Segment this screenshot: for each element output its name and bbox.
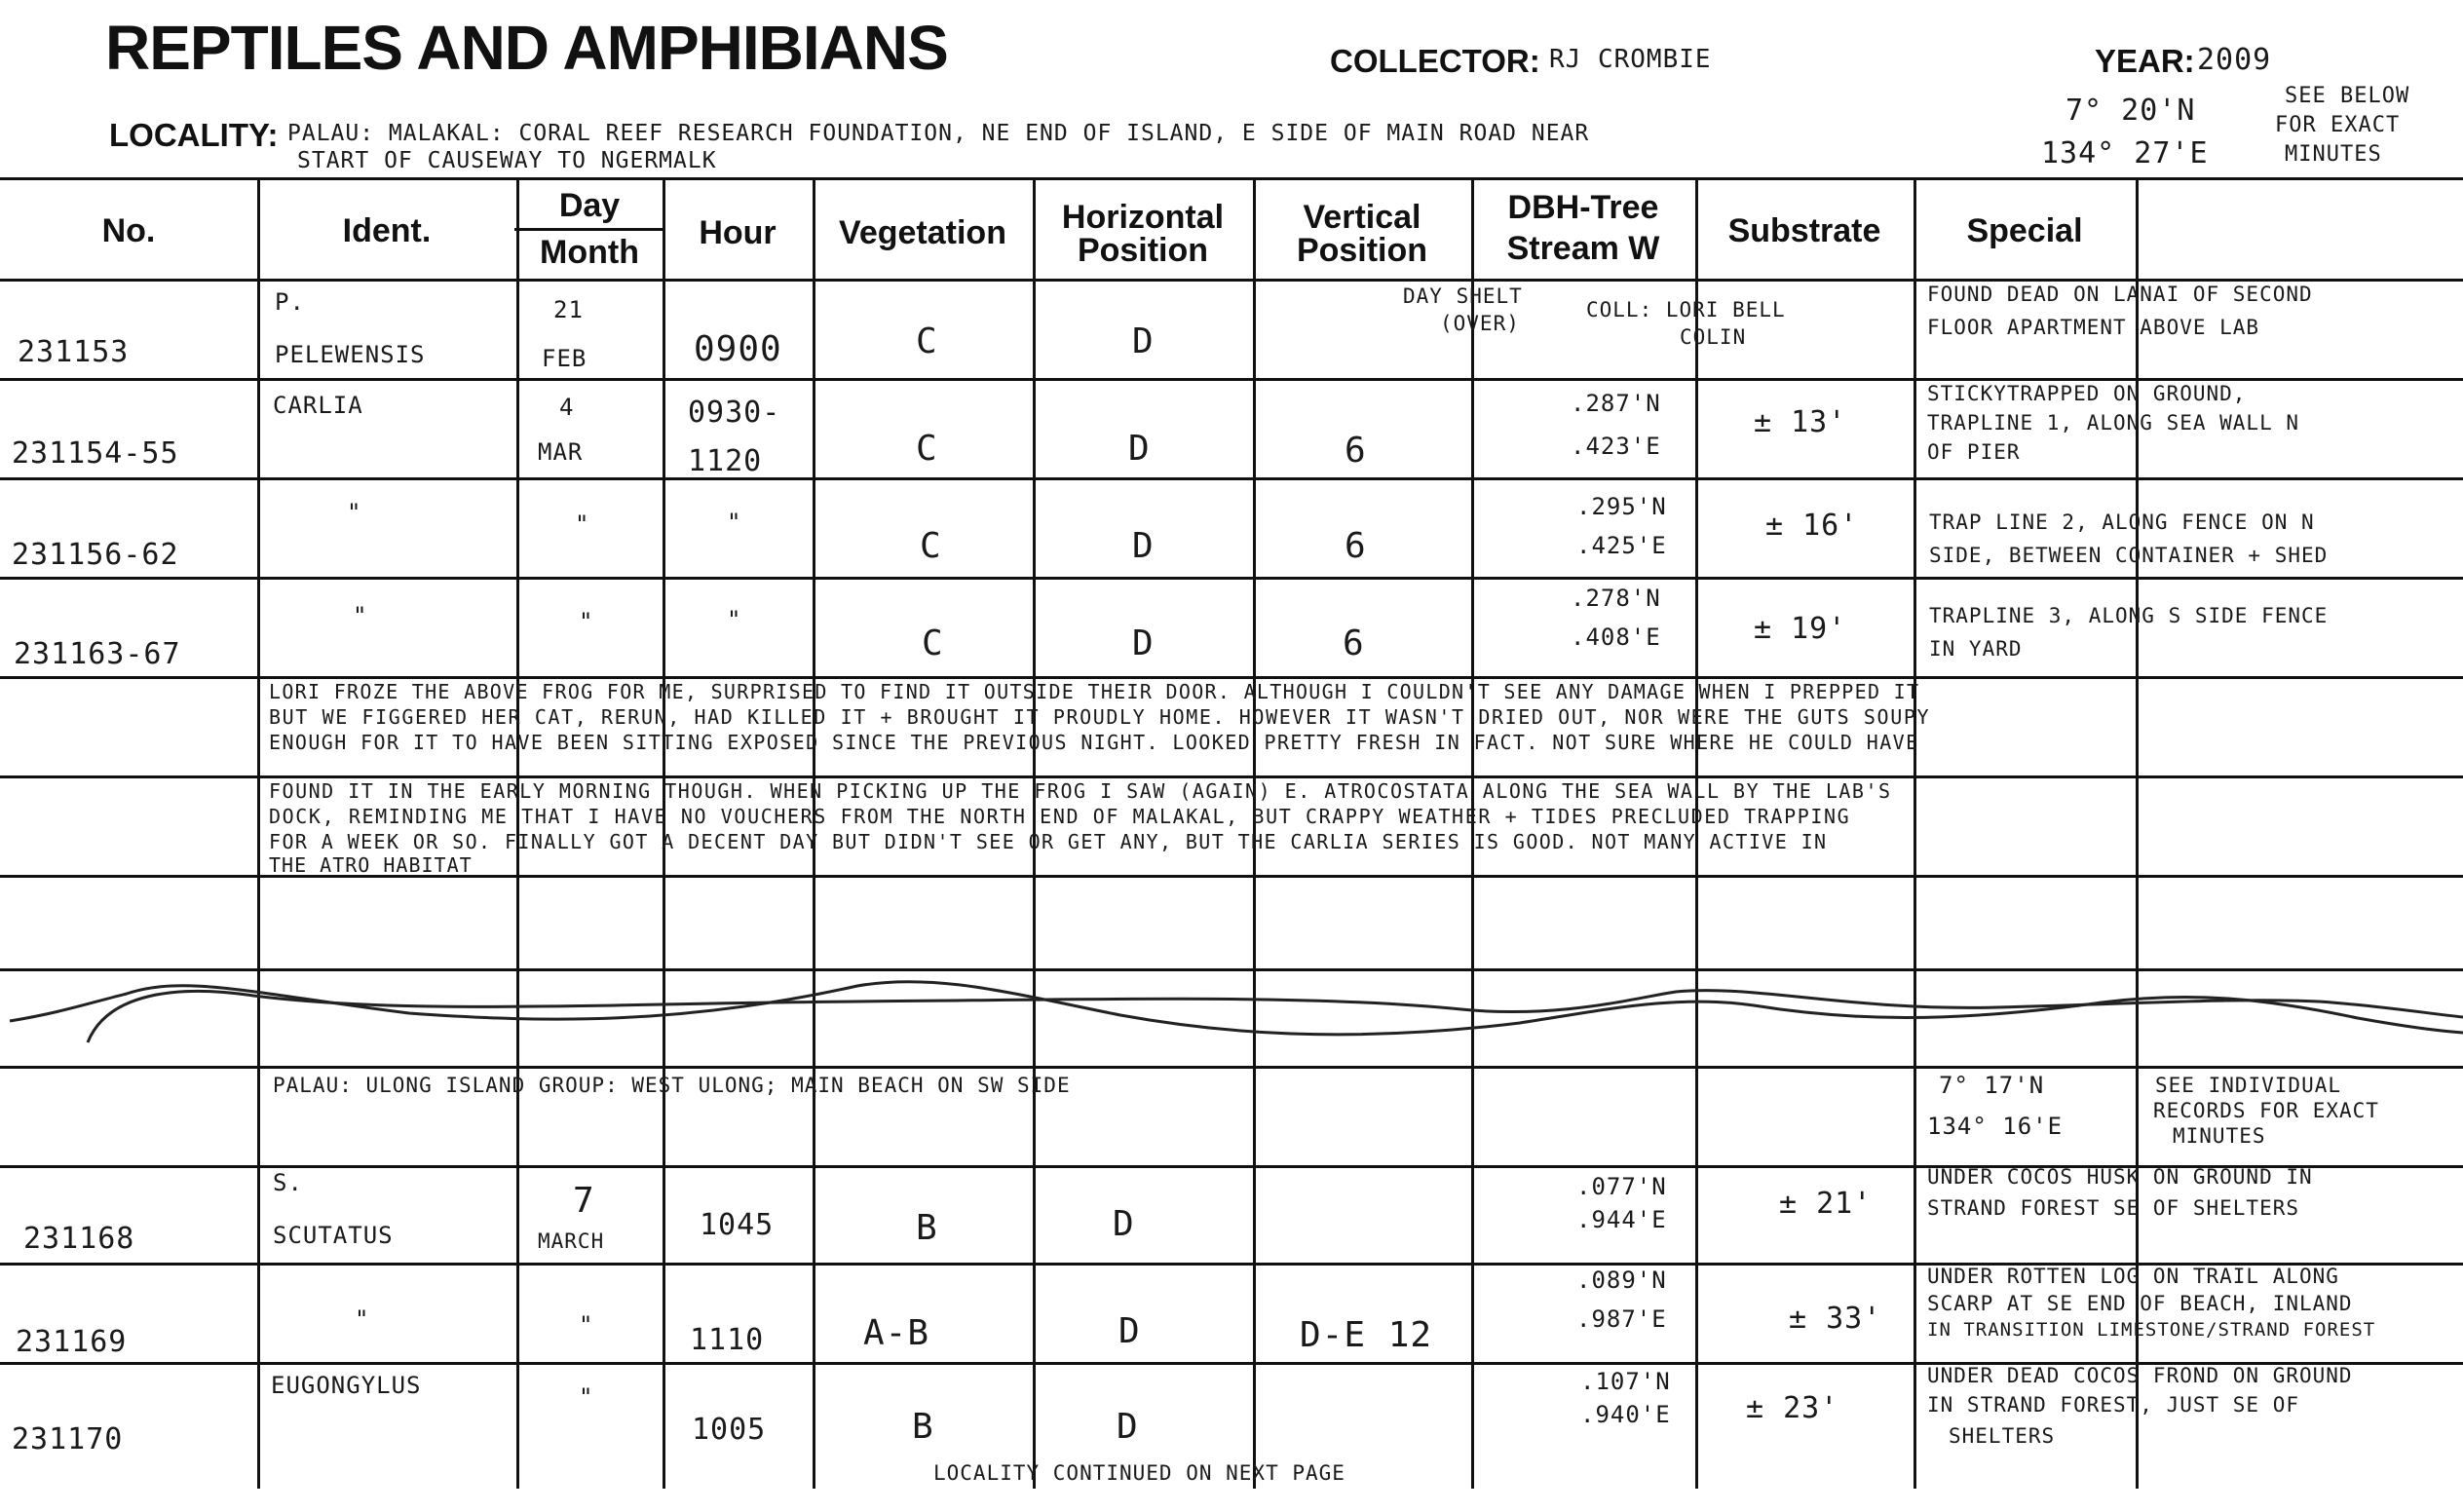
locality-line2: START OF CAUSEWAY TO NGERMALK xyxy=(297,148,717,173)
record-hour: " xyxy=(727,509,742,536)
column-header-month: Month xyxy=(540,234,639,271)
record-collector: COLL: LORI BELL xyxy=(1586,298,1786,321)
record-hour: 1045 xyxy=(700,1208,775,1242)
record-month: MARCH xyxy=(538,1229,605,1253)
record-special-2: SCARP AT SE END OF BEACH, INLAND xyxy=(1927,1292,2353,1315)
locality-2: PALAU: ULONG ISLAND GROUP: WEST ULONG; MAIN BEACH ON SW SIDE xyxy=(273,1074,1071,1097)
record-vegetation: C xyxy=(916,321,938,361)
record-day: 7 xyxy=(573,1181,595,1221)
field-note-line: FOUND IT IN THE EARLY MORNING THOUGH. WHEN PICKING UP THE FROG I SAW (AGAIN) E. ATROCOSTATA ALONG THE SEA WALL BY THE LAB'S xyxy=(269,779,1892,803)
record-longitude: .408'E xyxy=(1571,624,1661,651)
record-latitude: .077'N xyxy=(1576,1173,1667,1200)
column-header-stream: Stream W xyxy=(1506,230,1660,267)
see-below-line2: FOR EXACT xyxy=(2275,113,2401,137)
record-hour: 0900 xyxy=(694,329,782,369)
record-hour: 0930- xyxy=(688,396,781,430)
record-special: TRAPLINE 3, ALONG S SIDE FENCE xyxy=(1929,604,2329,627)
rule-row4 xyxy=(0,676,2463,679)
column-header-vertical: Vertical xyxy=(1303,199,1421,236)
rule-row1 xyxy=(0,378,2463,381)
record-ident: P. xyxy=(275,288,305,316)
rule-day-month xyxy=(514,228,663,231)
record-ident: CARLIA xyxy=(273,392,363,419)
record-hour: 1005 xyxy=(692,1413,767,1447)
record-substrate: ± 33' xyxy=(1789,1302,1882,1336)
record-longitude: .987'E xyxy=(1576,1305,1667,1333)
record-special: UNDER ROTTEN LOG ON TRAIL ALONG xyxy=(1927,1265,2339,1288)
header-longitude: 134° 27'E xyxy=(2041,136,2209,170)
record-horizontal-position: D xyxy=(1118,1311,1141,1351)
field-note-line: DOCK, REMINDING ME THAT I HAVE NO VOUCHERS FROM THE NORTH END OF MALAKAL, BUT CRAPPY WEATHER + TIDES PRECLUDED TRAPPING xyxy=(269,805,1851,828)
record-special: STICKYTRAPPED ON GROUND, xyxy=(1927,382,2247,405)
record-horizontal-position: D xyxy=(1113,1204,1135,1244)
record-special: UNDER DEAD COCOS FROND ON GROUND xyxy=(1927,1364,2353,1387)
record-ident: EUGONGYLUS xyxy=(271,1372,422,1399)
record-latitude: .278'N xyxy=(1571,585,1661,612)
record-vegetation: C xyxy=(920,526,942,566)
column-header-day: Day xyxy=(558,187,621,224)
rule-header-bottom xyxy=(0,279,2463,282)
locality-2-latitude: 7° 17'N xyxy=(1939,1072,2045,1099)
record-vegetation: C xyxy=(916,429,938,469)
record-substrate: ± 16' xyxy=(1765,509,1859,543)
column-header-vertical-2: Position xyxy=(1296,232,1428,269)
record-special-2: SIDE, BETWEEN CONTAINER + SHED xyxy=(1929,544,2329,567)
record-day: " xyxy=(575,510,590,538)
record-special: FOUND DEAD ON LANAI OF SECOND xyxy=(1927,283,2313,306)
record-note: DAY SHELT xyxy=(1403,284,1523,308)
collector-label: COLLECTOR: xyxy=(1330,43,1540,79)
record-vegetation: B xyxy=(916,1208,938,1248)
column-header-hour: Hour xyxy=(699,214,777,251)
rule-top xyxy=(0,177,2463,180)
record-horizontal-position: D xyxy=(1117,1407,1139,1447)
record-special-2: FLOOR APARTMENT ABOVE LAB xyxy=(1927,316,2260,339)
record-number: 231156-62 xyxy=(12,538,179,572)
record-horizontal-position: D xyxy=(1132,526,1155,566)
record-number: 231168 xyxy=(23,1222,135,1256)
column-header-no: No. xyxy=(101,212,156,249)
record-special-2: IN STRAND FOREST, JUST SE OF xyxy=(1927,1393,2300,1417)
record-horizontal-position: D xyxy=(1132,624,1155,663)
record-longitude: .944'E xyxy=(1576,1206,1667,1233)
record-latitude: .295'N xyxy=(1576,493,1667,520)
field-note-line: THE ATRO HABITAT xyxy=(269,853,473,877)
record-vertical-position: 6 xyxy=(1345,526,1367,566)
record-ident: " xyxy=(353,602,368,629)
column-header-horizontal: Horizontal xyxy=(1061,199,1225,236)
record-horizontal-position: D xyxy=(1132,321,1155,361)
record-substrate: ± 19' xyxy=(1754,612,1847,646)
record-day: 21 xyxy=(553,296,584,323)
record-day: " xyxy=(579,608,594,635)
field-note-line: LORI FROZE THE ABOVE FROG FOR ME, SURPRISED TO FIND IT OUTSIDE THEIR DOOR. ALTHOUGH I COULDN'T SEE ANY DAMAGE WHEN I PREPPED IT xyxy=(269,680,1920,703)
record-number: 231170 xyxy=(12,1422,124,1456)
year-label: YEAR: xyxy=(2095,43,2195,79)
record-longitude: .940'E xyxy=(1580,1401,1671,1428)
record-special-3: OF PIER xyxy=(1927,440,2021,464)
record-ident-2: PELEWENSIS xyxy=(275,341,426,368)
record-special: UNDER COCOS HUSK ON GROUND IN xyxy=(1927,1165,2313,1189)
column-header-ident: Ident. xyxy=(342,212,432,249)
column-header-substrate: Substrate xyxy=(1727,212,1881,249)
record-month: MAR xyxy=(538,438,584,466)
footer-note: LOCALITY CONTINUED ON NEXT PAGE xyxy=(933,1461,1345,1485)
record-hour-2: 1120 xyxy=(688,444,763,478)
record-number: 231153 xyxy=(18,335,130,369)
record-ident-2: SCUTATUS xyxy=(273,1222,394,1249)
record-ident: S. xyxy=(273,1169,303,1196)
field-note-line: ENOUGH FOR IT TO HAVE BEEN SITTING EXPOSED SINCE THE PREVIOUS NIGHT. LOOKED PRETTY FRESH IN FACT. NOT SURE WHERE HE COULD HAVE xyxy=(269,731,1919,754)
record-hour: 1110 xyxy=(690,1323,765,1357)
locality-2-note: SEE INDIVIDUAL xyxy=(2155,1074,2342,1097)
col-divider-1 xyxy=(257,177,260,1489)
year-value: 2009 xyxy=(2197,43,2272,77)
record-substrate: ± 21' xyxy=(1779,1187,1873,1221)
record-special-3: IN TRANSITION LIMESTONE/STRAND FOREST xyxy=(1927,1319,2376,1341)
record-latitude: .089'N xyxy=(1576,1266,1667,1294)
field-note-line: FOR A WEEK OR SO. FINALLY GOT A DECENT DAY BUT DIDN'T SEE OR GET ANY, BUT THE CARLIA SERIES IS GOOD. NOT MANY ACTIVE IN xyxy=(269,830,1828,853)
record-special-3: SHELTERS xyxy=(1949,1424,2056,1448)
col-divider-9 xyxy=(1914,177,1916,1489)
locality-label: LOCALITY: xyxy=(109,117,279,153)
wavy-separator xyxy=(0,964,2463,1072)
page-title: REPTILES AND AMPHIBIANS xyxy=(105,13,948,83)
see-below-line3: MINUTES xyxy=(2285,142,2382,167)
column-header-vegetation: Vegetation xyxy=(839,214,1006,251)
record-ident: " xyxy=(347,499,362,526)
locality-line1: PALAU: MALAKAL: CORAL REEF RESEARCH FOUNDATION, NE END OF ISLAND, E SIDE OF MAIN ROAD NEAR xyxy=(287,121,1590,146)
locality-2-longitude: 134° 16'E xyxy=(1927,1113,2064,1140)
field-note-line: BUT WE FIGGERED HER CAT, RERUN, HAD KILLED IT + BROUGHT IT PROUDLY HOME. HOWEVER IT WASN'T DRIED OUT, NOR WERE THE GUTS SOUPY xyxy=(269,705,1931,729)
rule-row2 xyxy=(0,477,2463,480)
record-latitude: .107'N xyxy=(1580,1368,1671,1395)
see-below-line1: SEE BELOW xyxy=(2285,84,2410,108)
locality-2-note-3: MINUTES xyxy=(2173,1124,2266,1148)
record-collector-2: COLIN xyxy=(1680,325,1747,349)
record-day: " xyxy=(579,1311,594,1339)
record-month: FEB xyxy=(542,345,587,372)
record-longitude: .425'E xyxy=(1576,532,1667,559)
column-header-horizontal-2: Position xyxy=(1077,232,1209,269)
header-latitude: 7° 20'N xyxy=(2065,94,2196,128)
record-longitude: .423'E xyxy=(1571,433,1661,460)
record-horizontal-position: D xyxy=(1128,429,1151,469)
record-vegetation: C xyxy=(922,624,944,663)
record-substrate: ± 23' xyxy=(1746,1391,1839,1425)
rule-row5 xyxy=(0,775,2463,778)
record-special-2: STRAND FOREST SE OF SHELTERS xyxy=(1927,1196,2300,1220)
record-note-2: (OVER) xyxy=(1440,312,1520,335)
record-number: 231154-55 xyxy=(12,436,179,471)
record-special-2: IN YARD xyxy=(1929,637,2023,661)
record-latitude: .287'N xyxy=(1571,390,1661,417)
record-vertical-position: 6 xyxy=(1345,431,1367,471)
record-day: " xyxy=(579,1383,594,1411)
record-vegetation: B xyxy=(912,1407,934,1447)
column-header-special: Special xyxy=(1966,212,2083,249)
locality-2-note-2: RECORDS FOR EXACT xyxy=(2153,1099,2379,1122)
record-substrate: ± 13' xyxy=(1754,405,1847,439)
collector-value: RJ CROMBIE xyxy=(1549,45,1712,74)
record-vertical-position: 6 xyxy=(1343,624,1365,663)
record-ident: " xyxy=(355,1305,370,1333)
record-number: 231163-67 xyxy=(14,637,181,671)
rule-row3 xyxy=(0,577,2463,580)
column-header-dbh: DBH-Tree xyxy=(1507,189,1659,226)
record-vertical-position: D-E 12 xyxy=(1300,1315,1433,1355)
record-day: 4 xyxy=(559,394,575,421)
record-hour: " xyxy=(727,606,742,633)
record-number: 231169 xyxy=(16,1325,128,1359)
record-special: TRAP LINE 2, ALONG FENCE ON N xyxy=(1929,510,2315,534)
record-special-2: TRAPLINE 1, ALONG SEA WALL N xyxy=(1927,411,2300,435)
record-vegetation: A-B xyxy=(863,1313,930,1353)
